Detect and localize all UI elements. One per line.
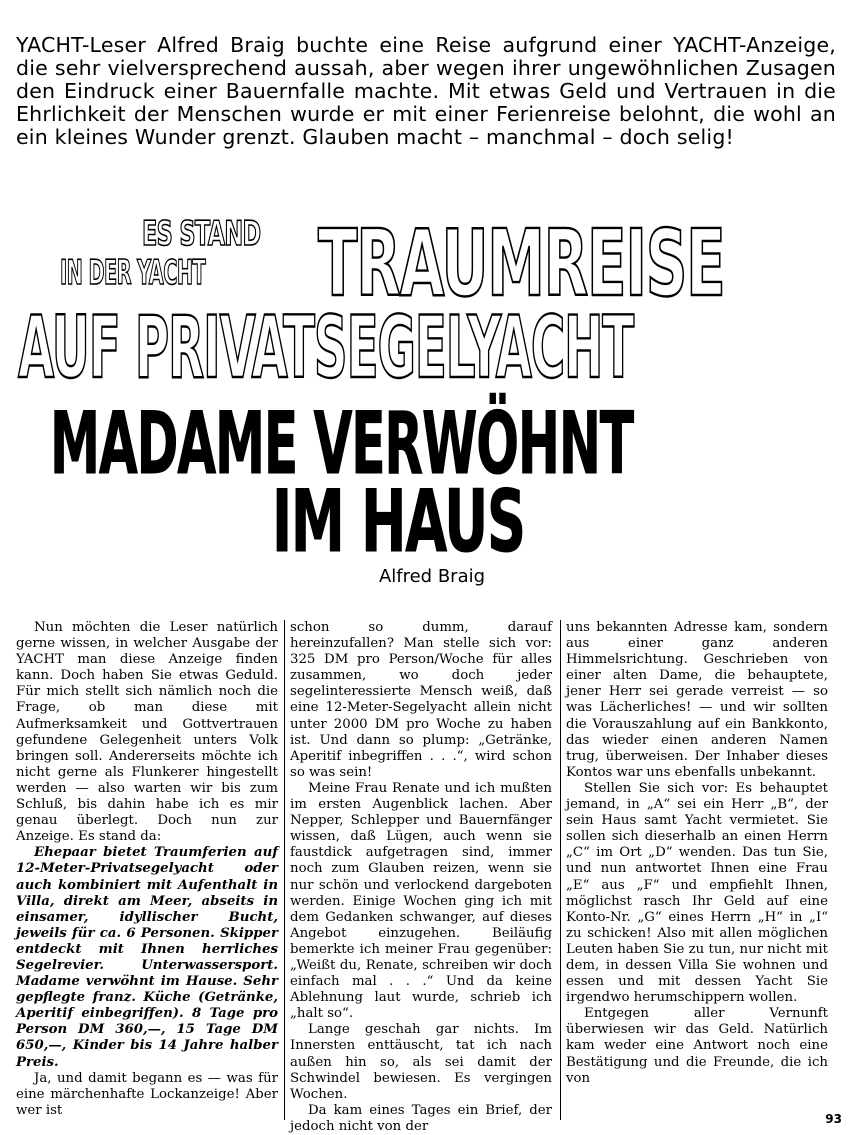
intro-paragraph: YACHT-Leser Alfred Braig buchte eine Reise aufgrund einer YACHT-Anzeige, die sehr vielversprechend aussah, aber wegen ihrer ungewöhnlichen Zusagen den Eindruck einer Bauernfalle machte. Mit etwas Geld und Vertrauen in die Ehrlichkeit der Menschen wurde er mit einer Ferienreise belohnt, die wohl an ein kleines Wunder grenzt. Glauben macht – manchmal – doch selig! (16, 33, 836, 149)
headline-line2: AUF PRIVATSEGELYACHT (18, 298, 634, 398)
paragraph: Lange geschah gar nichts. Im Innersten enttäuscht, tat ich nach außen hin so, als sei damit der Schwindel bewiesen. Es vergingen Wochen. (290, 1022, 552, 1102)
paragraph: Meine Frau Renate und ich mußten im ersten Augenblick lachen. Aber Nepper, Schlepper und Bauernfänger wissen, daß Lügen, auch wenn sie faustdick aufgetragen sind, immer noch zum Glauben reizen, wenn sie nur schön und verlockend dargeboten werden. Einige Wochen ging ich mit dem Gedanken schwanger, auf dieses Angebot einzugehen. Beiläufig bemerkte ich meiner Frau gegenüber: „Weißt du, Renate, schreiben wir doch einfach mal . . .“ Und da keine Ablehnung laut wurde, schrieb ich „halt so“. (290, 780, 552, 1022)
headline-line4: IM HAUS (272, 472, 525, 572)
author-byline: Alfred Braig (378, 566, 486, 587)
paragraph: uns bekannten Adresse kam, sondern aus einer ganz anderen Himmelsrichtung. Geschrieben von einer alten Dame, die behauptete, jener Herr sei gerade verreist — so was Lächerliches! — und wir sollten die Vorauszahlung auf ein Bankkonto, das wieder einen anderen Namen trug, überweisen. Der Inhaber dieses Kontos war uns ebenfalls unbekannt. (566, 620, 828, 780)
text-column-3 (566, 620, 828, 1087)
page-number: 93 (825, 1112, 842, 1126)
paragraph: Stellen Sie sich vor: Es behauptet jemand, in „A“ sei ein Herr „B“, der sein Haus samt Yacht vermietet. Sie sollen sich dieserhalb an einen Herrn „C“ im Ort „D“ wenden. Das tun Sie, und nun antwortet Ihnen eine Frau „E“ aus „F“ und empfiehlt Ihnen, möglichst rasch Ihr Geld auf eine Konto-Nr. „G“ eines Herrn „H“ in „I“ zu schicken! Also mit allen möglichen Leuten haben Sie zu tun, nur nicht mit dem, in dessen Villa Sie wohnen und essen und mit dessen Yacht Sie irgendwo herumschippern wollen. (566, 780, 828, 1006)
paragraph: Nun möchten die Leser natürlich gerne wissen, in welcher Ausgabe der YACHT man diese Anzeige finden kann. Doch haben Sie etwas Geduld. Für mich stellt sich nämlich noch die Frage, ob man diese mit Aufmerksamkeit und Gottvertrauen gefundene Gelegenheit unters Volk bringen soll. Andererseits möchte ich nicht gerne als Flunkerer hingestellt werden — also warten wir bis zum Schluß, bis dahin habe ich es mir genau überlegt. Doch nun zur Anzeige. Es stand da: (16, 620, 278, 845)
headline-line1: TRAUMREISE (318, 210, 725, 317)
headline-line3: MADAME VERWÖHNT (50, 394, 633, 494)
paragraph: Ja, und damit begann es — was für eine märchenhafte Lockanzeige! Aber wer ist (16, 1070, 278, 1118)
text-column-1 (16, 620, 278, 1119)
paragraph: Ehepaar bietet Traumferien auf 12-Meter-Privatsegelyacht oder auch kombiniert mit Aufenthalt in Villa, direkt am Meer, abseits in einsamer, idyllischer Bucht, jeweils für ca. 6 Personen. Skipper entdeckt mit Ihnen herrliches Segelrevier. Unterwassersport. Madame verwöhnt im Hause. Sehr gepflegte franz. Küche (Getränke, Aperitif einbegriffen). 8 Tage pro Person DM 360,—, 15 Tage DM 650,—, Kinder bis 14 Jahre halber Preis. (16, 845, 278, 1070)
text-column-2 (290, 620, 552, 1135)
paragraph: Entgegen aller Vernunft überwiesen wir das Geld. Natürlich kam weder eine Antwort noch eine Bestätigung und die Freunde, die ich von (566, 1006, 828, 1086)
column-divider (284, 620, 285, 1120)
paragraph: Da kam eines Tages ein Brief, der jedoch nicht von der (290, 1102, 552, 1134)
headline-kicker-line1: ES STAND (142, 214, 261, 254)
column-divider (560, 620, 561, 1120)
paragraph: schon so dumm, darauf hereinzufallen? Man stelle sich vor: 325 DM pro Person/Woche für alles zusammen, wo doch jeder segelinteressierte Mensch weiß, daß eine 12-Meter-Segelyacht allein nicht unter 2000 DM pro Woche zu haben ist. Und dann so plump: „Getränke, Aperitif inbegriffen . . .“, wird schon so was sein! (290, 620, 552, 780)
headline-kicker-line2: IN DER YACHT (60, 253, 206, 293)
